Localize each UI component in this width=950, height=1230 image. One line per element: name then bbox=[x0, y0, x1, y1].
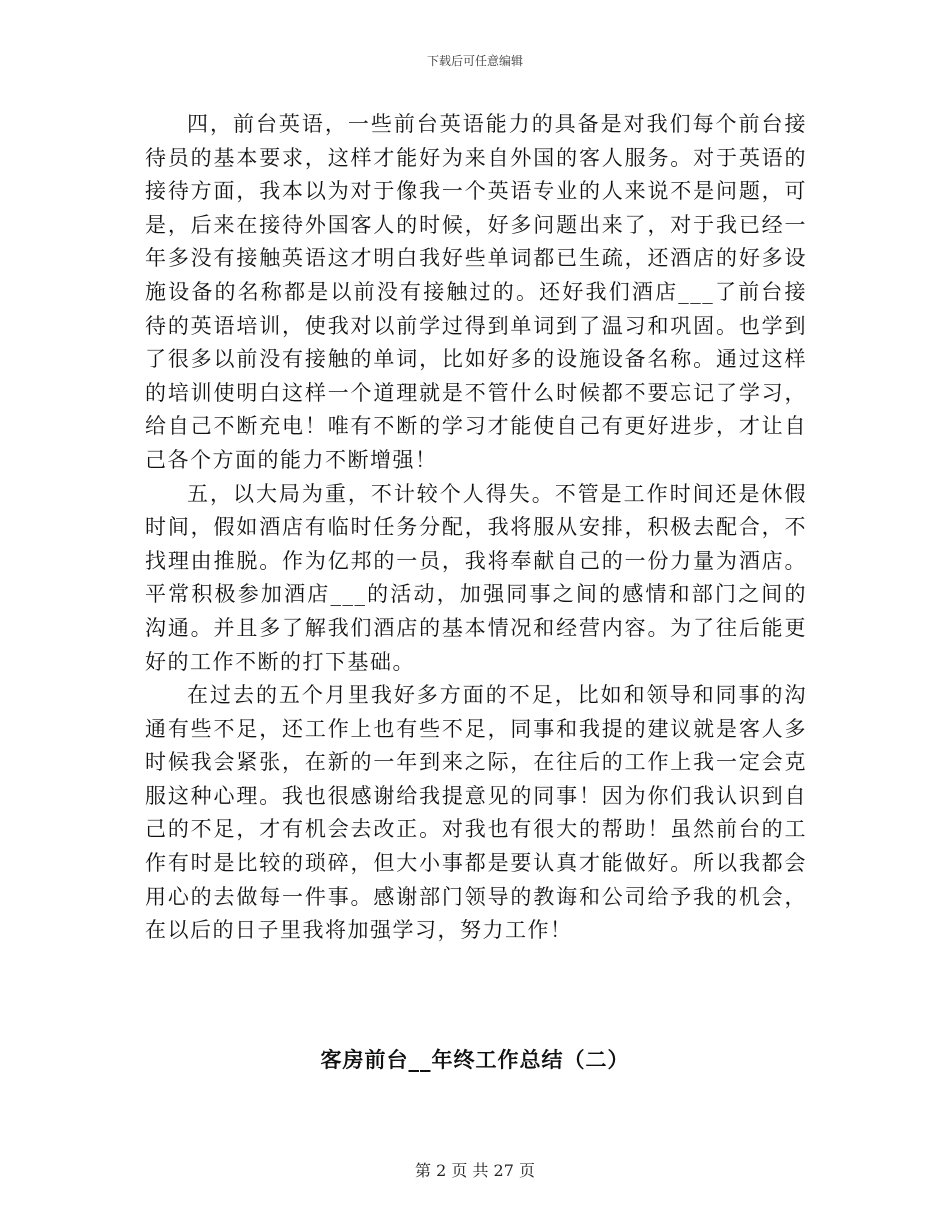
paragraph-front-desk-english: 四，前台英语，一些前台英语能力的具备是对我们每个前台接待员的基本要求，这样才能好为来自外国的客人服务。对于英语的接待方面，我本以为对于像我一个英语专业的人来说不是问题，可是，后来在接待外国客人的时候，好多问题出来了，对于我已经一年多没有接触英语这才明白我好些单词都已生疏，还酒店的好多设施设备的名称都是以前没有接触过的。还好我们酒店___了前台接待的英语培训，使我对以前学过得到单词到了温习和巩固。也学到了很多以前没有接触的单词，比如好多的设施设备名称。通过这样的培训使明白这样一个道理就是不管什么时候都不要忘记了学习，给自己不断充电！唯有不断的学习才能使自己有更好进步，才让自己各个方面的能力不断增强！ bbox=[145, 112, 807, 472]
page-header: 下载后可任意编辑 bbox=[426, 54, 523, 68]
section-title: 客房前台__年终工作总结（二） bbox=[320, 1047, 630, 1072]
paragraph-overall-situation: 五，以大局为重，不计较个人得失。不管是工作时间还是休假时间，假如酒店有临时任务分配，我将服从安排，积极去配合，不找理由推脱。作为亿邦的一员，我将奉献自己的一份力量为酒店。平常积极参加酒店___的活动，加强同事之间的感情和部门之间的沟通。并且多了解我们酒店的基本情况和经营内容。为了往后能更好的工作不断的打下基础。 bbox=[145, 481, 807, 674]
page-footer: 第 2 页 共 27 页 bbox=[415, 1161, 535, 1180]
document-body bbox=[145, 108, 807, 948]
paragraph-shortcomings: 在过去的五个月里我好多方面的不足，比如和领导和同事的沟通有些不足，还工作上也有些不足，同事和我提的建议就是客人多时候我会紧张，在新的一年到来之际，在往后的工作上我一定会克服这种心理。我也很感谢给我提意见的同事！因为你们我认识到自己的不足，才有机会去改正。对我也有很大的帮助！虽然前台的工作有时是比较的琐碎，但大小事都是要认真才能做好。所以我都会用心的去做每一件事。感谢部门领导的教诲和公司给予我的机会，在以后的日子里我将加强学习，努力工作！ bbox=[145, 683, 807, 943]
